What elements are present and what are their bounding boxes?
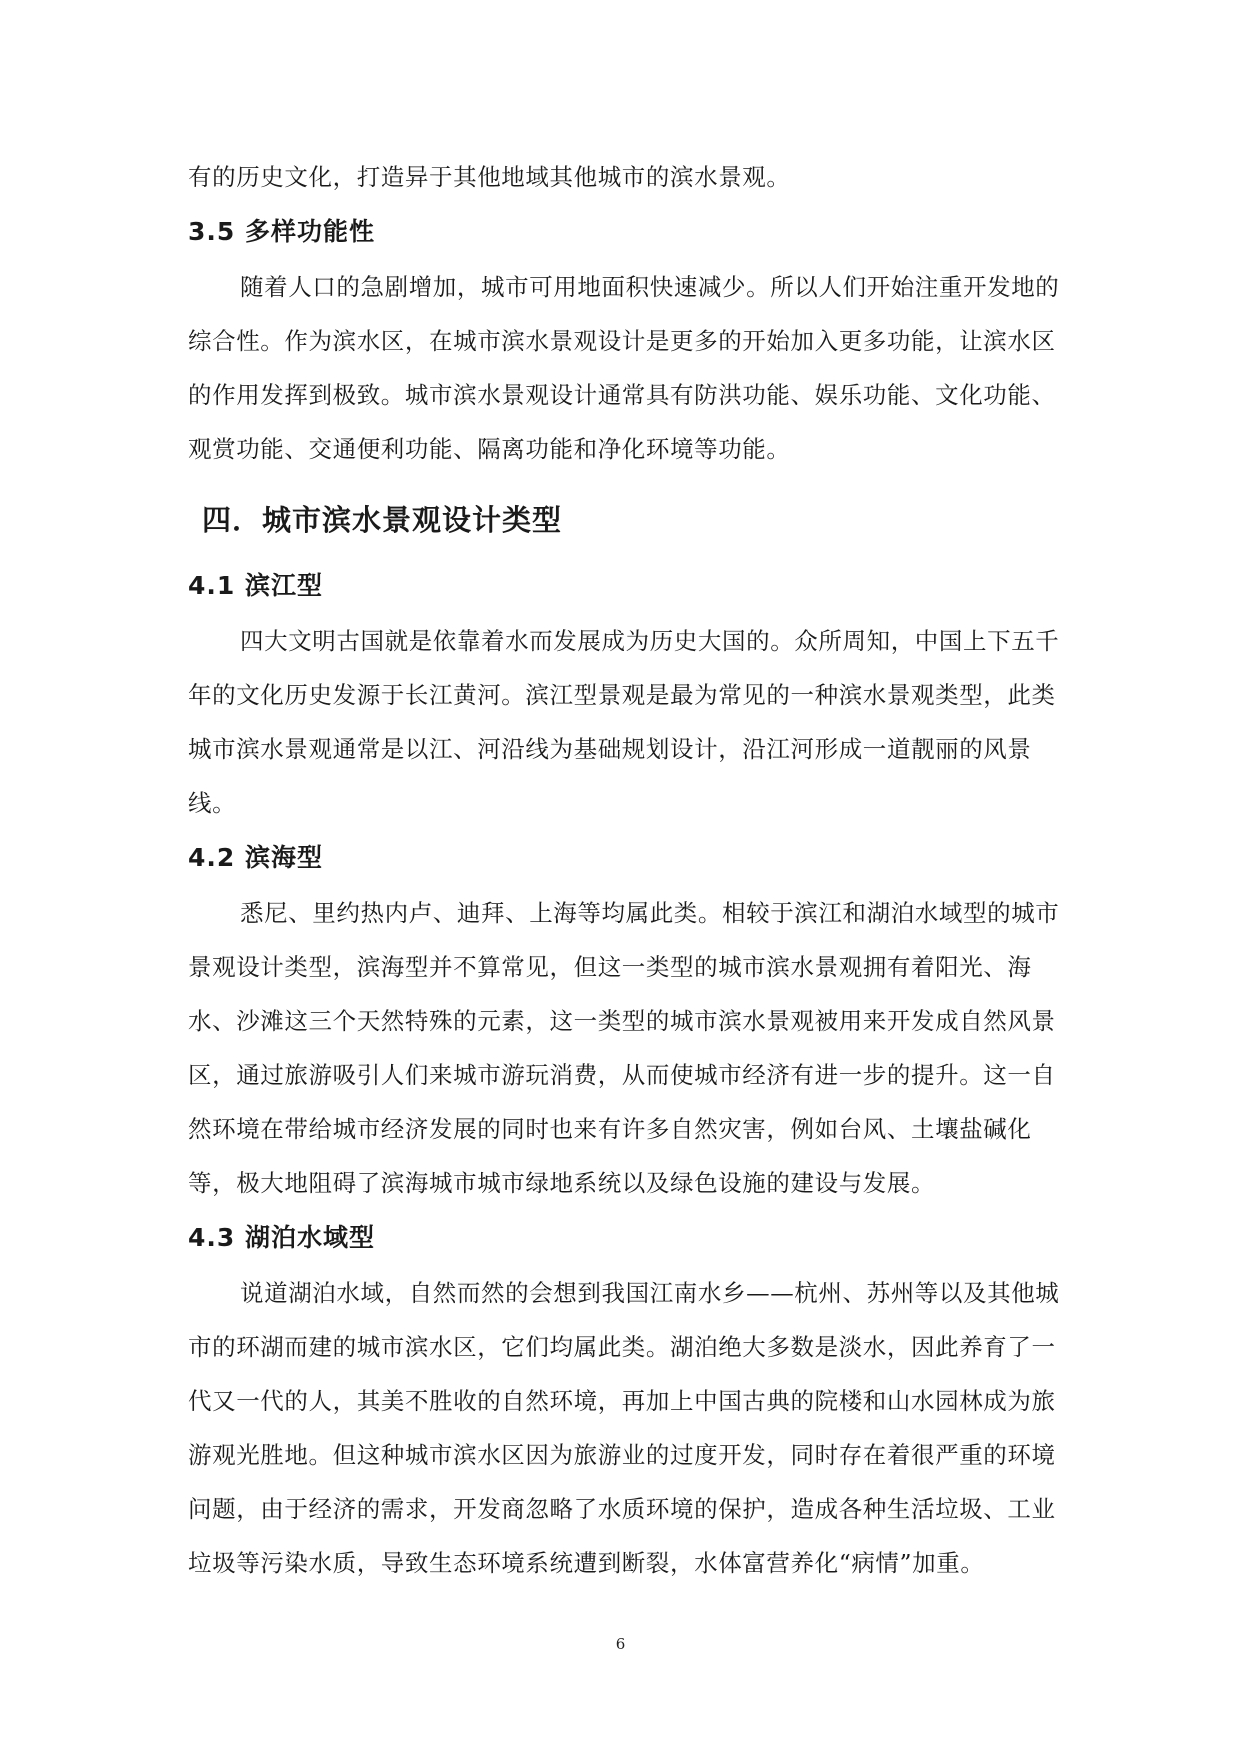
section-heading-4-3: 4.3 湖泊水域型 <box>188 1223 375 1252</box>
page-content <box>188 150 1060 1590</box>
section-heading-4-2: 4.2 滨海型 <box>188 843 323 872</box>
section-body-4-3: 说道湖泊水域，自然而然的会想到我国江南水乡——杭州、苏州等以及其他城市的环湖而建的城市滨水区，它们均属此类。湖泊绝大多数是淡水，因此养育了一代又一代的人，其美不胜收的自然环境，再加上中国古典的院楼和山水园林成为旅游观光胜地。但这种城市滨水区因为旅游业的过度开发，同时存在着很严重的环境问题，由于经济的需求，开发商忽略了水质环境的保护，造成各种生活垃圾、工业垃圾等污染水质，导致生态环境系统遭到断裂，水体富营养化“病情”加重。 <box>188 1279 1060 1577</box>
section-body-4-1: 四大文明古国就是依靠着水而发展成为历史大国的。众所周知，中国上下五千年的文化历史发源于长江黄河。滨江型景观是最为常见的一种滨水景观类型，此类城市滨水景观通常是以江、河沿线为基础规划设计，沿江河形成一道靓丽的风景线。 <box>188 627 1060 817</box>
section-body-4-2: 悉尼、里约热内卢、迪拜、上海等均属此类。相较于滨江和湖泊水域型的城市景观设计类型，滨海型并不算常见，但这一类型的城市滨水景观拥有着阳光、海水、沙滩这三个天然特殊的元素，这一类型的城市滨水景观被用来开发成自然风景区，通过旅游吸引人们来城市游玩消费，从而使城市经济有进一步的提升。这一自然环境在带给城市经济发展的同时也来有许多自然灾害，例如台风、土壤盐碱化等，极大地阻碍了滨海城市城市绿地系统以及绿色设施的建设与发展。 <box>188 899 1060 1197</box>
page-number: 6 <box>615 1635 626 1653</box>
continued-paragraph: 有的历史文化，打造异于其他地域其他城市的滨水景观。 <box>188 163 791 191</box>
chapter-heading-4: 四．城市滨水景观设计类型 <box>202 503 563 537</box>
section-heading-4-1: 4.1 滨江型 <box>188 571 323 600</box>
section-body-3-5: 随着人口的急剧增加，城市可用地面积快速减少。所以人们开始注重开发地的综合性。作为滨水区，在城市滨水景观设计是更多的开始加入更多功能，让滨水区的作用发挥到极致。城市滨水景观设计通常具有防洪功能、娱乐功能、文化功能、观赏功能、交通便利功能、隔离功能和净化环境等功能。 <box>188 273 1060 463</box>
section-heading-3-5: 3.5 多样功能性 <box>188 217 375 246</box>
